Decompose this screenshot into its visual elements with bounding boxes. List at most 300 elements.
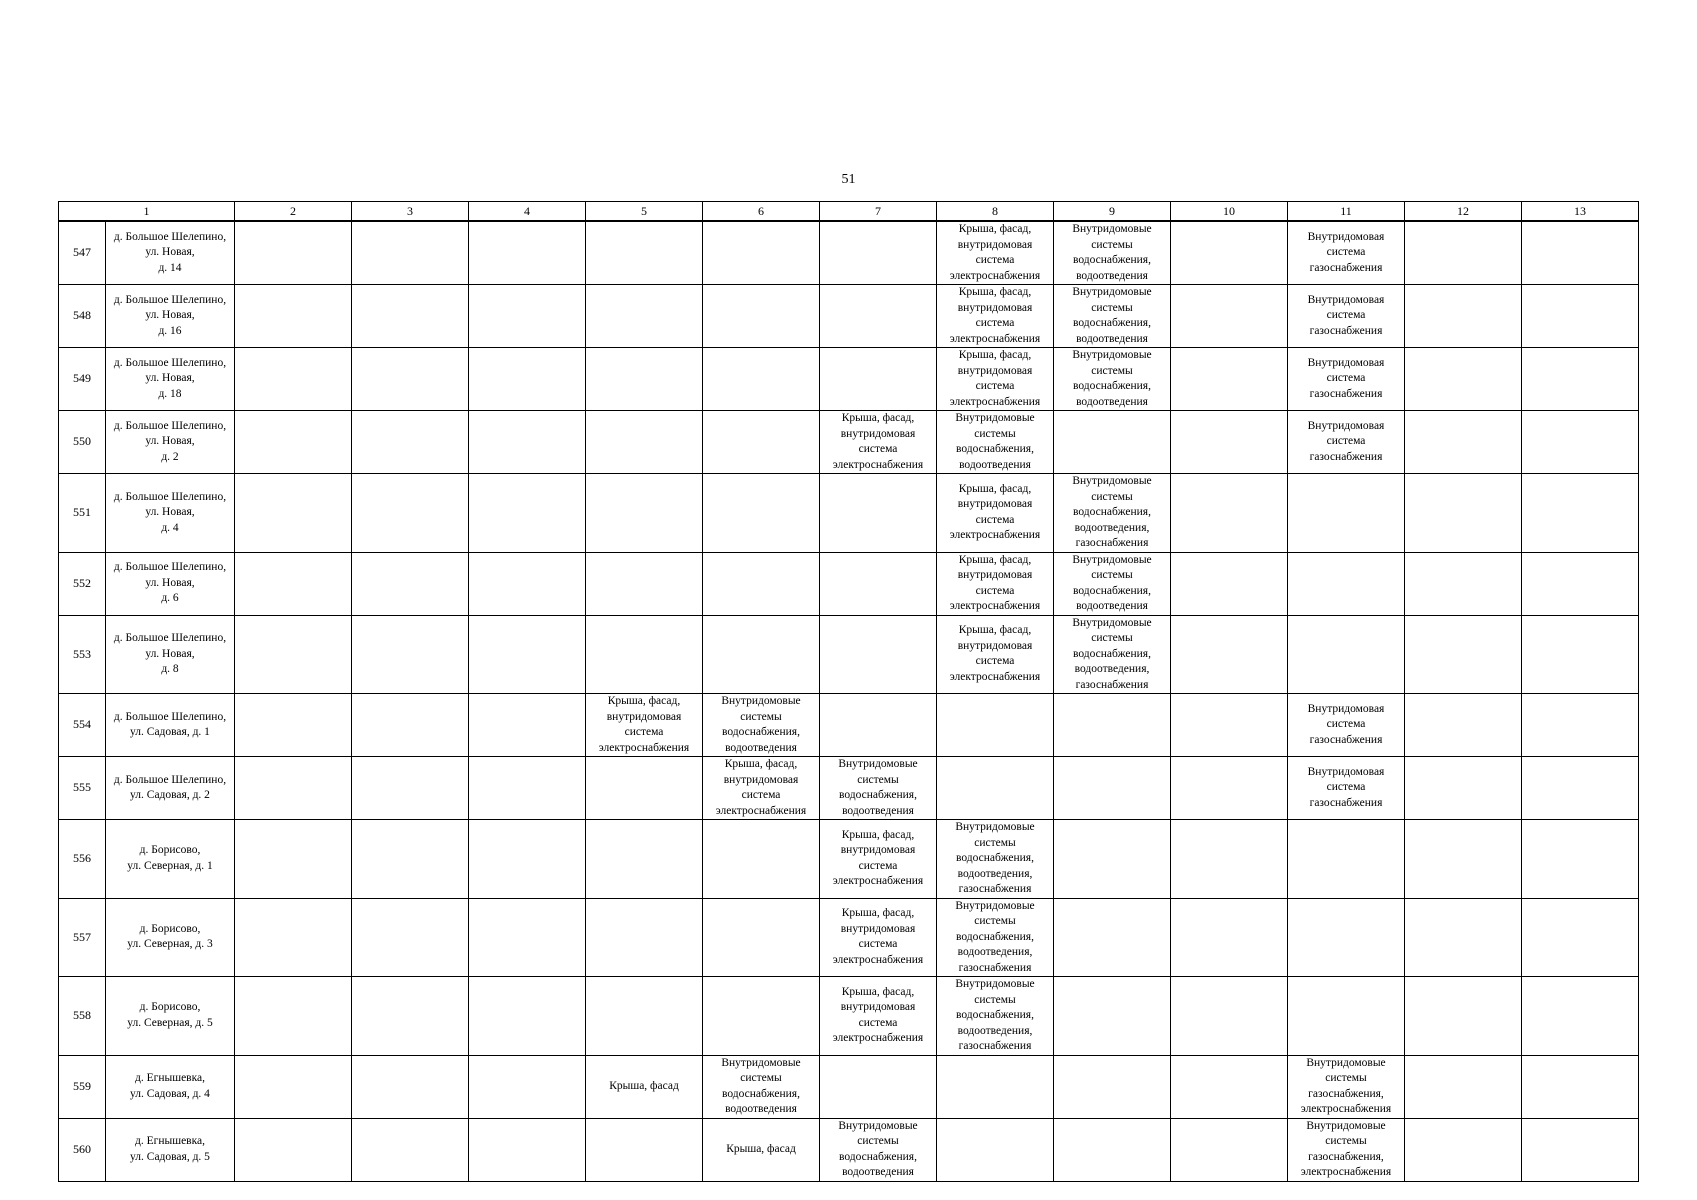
cell-col-7 (820, 615, 937, 694)
table-row (59, 1118, 1639, 1181)
address-cell (106, 757, 235, 820)
cell-col-3 (352, 552, 469, 615)
cell-col-4 (469, 285, 586, 348)
work-line: Крыша, фасад, (958, 349, 1032, 361)
cell-col-7 (820, 1118, 937, 1181)
cell-col-8 (937, 285, 1054, 348)
work-line: системы (1325, 1135, 1367, 1147)
cell-col-13 (1522, 757, 1639, 820)
cell-col-10 (1171, 694, 1288, 757)
work-line: газоснабжения (1309, 733, 1383, 746)
table-row (59, 694, 1639, 757)
cell-col-6 (703, 757, 820, 820)
work-line: система (975, 513, 1015, 526)
work-line: внутридомовая (957, 301, 1033, 314)
address-line: д. Большое Шелепино, (113, 773, 227, 786)
address-line: д. Большое Шелепино, (113, 293, 227, 306)
cell-col-4 (469, 474, 586, 553)
cell-col-13 (1522, 898, 1639, 977)
cell-col-4 (469, 411, 586, 474)
work-line: Крыша, фасад, (724, 758, 798, 770)
cell-col-2 (235, 474, 352, 553)
table-row (59, 474, 1639, 553)
table-row (59, 820, 1639, 899)
work-line: водоотведения (1076, 600, 1148, 612)
work-line: Крыша, фасад, (841, 985, 915, 998)
work-line: системы (974, 427, 1016, 440)
cell-col-13 (1522, 285, 1639, 348)
cell-col-9 (1054, 898, 1171, 977)
row-number: 549 (59, 348, 106, 411)
cell-col-6 (703, 898, 820, 977)
work-line: система (858, 859, 898, 872)
work-line: водоотведения (1076, 395, 1148, 408)
cell-col-11 (1288, 411, 1405, 474)
cell-col-5 (586, 615, 703, 694)
cell-col-2 (235, 898, 352, 977)
address-line: д. Большое Шелепино, (113, 419, 227, 432)
work-line: внутридомовая (957, 498, 1033, 511)
cell-col-3 (352, 615, 469, 694)
cell-col-5 (586, 820, 703, 899)
cell-col-10 (1171, 348, 1288, 411)
work-line: системы (974, 915, 1016, 927)
address-cell (106, 348, 235, 411)
work-line: системы (740, 710, 782, 723)
address-line: д. Большое Шелепино, (113, 710, 227, 723)
work-line: газоснабжения (1075, 678, 1149, 691)
address-cell (106, 552, 235, 615)
work-line: система (975, 317, 1015, 329)
work-line: водоотведения (842, 804, 914, 817)
row-number: 548 (59, 285, 106, 348)
cell-col-13 (1522, 1055, 1639, 1118)
work-line: газоснабжения (958, 883, 1032, 895)
work-line: Внутридомовые (1072, 475, 1152, 487)
work-line: Крыша, фасад (609, 1079, 679, 1092)
work-line: электроснабжения (949, 670, 1041, 683)
work-line: системы (1091, 364, 1133, 377)
column-header: 13 (1522, 202, 1639, 222)
address-line: д. Большое Шелепино, (113, 561, 227, 574)
works-table (58, 201, 1639, 1182)
cell-col-5 (586, 1055, 703, 1118)
work-line: Внутридомовые (1072, 349, 1152, 361)
cell-col-13 (1522, 820, 1639, 899)
column-header: 4 (469, 202, 586, 222)
work-line: система (1326, 718, 1366, 731)
cell-col-11 (1288, 898, 1405, 977)
address-line: д. Большое Шелепино, (113, 230, 227, 243)
cell-col-4 (469, 820, 586, 899)
cell-col-4 (469, 757, 586, 820)
cell-col-10 (1171, 820, 1288, 899)
work-line: водоотведения (1076, 332, 1148, 345)
work-line: водоснабжения, (839, 789, 917, 801)
work-line: система (1326, 372, 1366, 385)
cell-col-9 (1054, 1118, 1171, 1181)
cell-col-6 (703, 820, 820, 899)
work-line: Внутридомовая (1307, 356, 1385, 369)
work-line: газоснабжения (1309, 450, 1383, 463)
cell-col-11 (1288, 977, 1405, 1056)
cell-col-9 (1054, 221, 1171, 285)
work-line: газоснабжения (1309, 324, 1383, 337)
address-line: д. Егнышевка, (134, 1072, 205, 1084)
cell-col-9 (1054, 694, 1171, 757)
cell-col-2 (235, 1055, 352, 1118)
work-line: водоснабжения, (1073, 647, 1151, 660)
work-line: система (1326, 246, 1366, 259)
address-line: д. 14 (158, 261, 182, 274)
address-line: ул. Новая, (145, 506, 195, 518)
cell-col-6 (703, 1118, 820, 1181)
work-line: внутридомовая (957, 238, 1033, 251)
cell-col-13 (1522, 615, 1639, 694)
cell-col-13 (1522, 474, 1639, 553)
cell-col-2 (235, 977, 352, 1056)
cell-col-6 (703, 285, 820, 348)
cell-col-10 (1171, 1118, 1288, 1181)
cell-col-13 (1522, 411, 1639, 474)
cell-col-3 (352, 348, 469, 411)
work-line: системы (1091, 301, 1133, 314)
work-line: водоснабжения, (1073, 317, 1151, 329)
cell-col-7 (820, 552, 937, 615)
work-line: Внутридомовая (1307, 293, 1385, 306)
work-line: электроснабжения (598, 741, 690, 754)
work-line: Крыша, фасад, (607, 695, 681, 707)
work-line: электроснабжения (949, 395, 1041, 408)
column-header: 10 (1171, 202, 1288, 222)
work-line: Внутридомовые (721, 1056, 801, 1069)
cell-col-6 (703, 1055, 820, 1118)
work-line: внутридомовая (723, 773, 799, 786)
cell-col-7 (820, 694, 937, 757)
work-line: электроснабжения (949, 332, 1041, 345)
address-cell (106, 694, 235, 757)
work-line: газоснабжения (958, 1040, 1032, 1052)
cell-col-2 (235, 615, 352, 694)
work-line: системы (740, 1072, 782, 1084)
cell-col-12 (1405, 348, 1522, 411)
cell-col-12 (1405, 757, 1522, 820)
cell-col-12 (1405, 977, 1522, 1056)
cell-col-3 (352, 1118, 469, 1181)
work-line: системы (1091, 569, 1133, 581)
table-row (59, 977, 1639, 1056)
work-line: система (741, 789, 781, 801)
cell-col-4 (469, 615, 586, 694)
cell-col-9 (1054, 552, 1171, 615)
work-line: системы (857, 773, 899, 786)
work-line: Внутридомовые (1306, 1056, 1386, 1069)
cell-col-7 (820, 757, 937, 820)
work-line: водоснабжения, (839, 1150, 917, 1163)
row-number: 556 (59, 820, 106, 899)
cell-col-7 (820, 474, 937, 553)
cell-col-4 (469, 694, 586, 757)
cell-col-11 (1288, 348, 1405, 411)
row-number: 560 (59, 1118, 106, 1181)
cell-col-7 (820, 411, 937, 474)
cell-col-8 (937, 1118, 1054, 1181)
work-line: внутридомовая (606, 710, 682, 723)
work-line: системы (1325, 1072, 1367, 1084)
address-line: ул. Садовая, д. 5 (130, 1150, 210, 1163)
cell-col-11 (1288, 1118, 1405, 1181)
address-cell (106, 977, 235, 1056)
work-line: системы (974, 836, 1016, 849)
work-line: электроснабжения (949, 529, 1041, 542)
row-number: 555 (59, 757, 106, 820)
work-line: Внутридомовые (955, 899, 1035, 912)
work-line: Крыша, фасад, (841, 412, 915, 424)
cell-col-4 (469, 221, 586, 285)
work-line: водоснабжения, (1073, 254, 1151, 266)
address-cell (106, 898, 235, 977)
cell-col-10 (1171, 285, 1288, 348)
work-line: Внутридомовые (838, 1119, 918, 1132)
cell-col-8 (937, 757, 1054, 820)
cell-col-11 (1288, 615, 1405, 694)
work-line: водоснабжения, (1073, 380, 1151, 392)
address-line: ул. Северная, д. 5 (127, 1016, 213, 1029)
cell-col-3 (352, 694, 469, 757)
address-line: д. Большое Шелепино, (113, 356, 227, 369)
cell-col-10 (1171, 474, 1288, 553)
work-line: системы (857, 1135, 899, 1147)
cell-col-10 (1171, 552, 1288, 615)
work-line: Внутридомовые (955, 821, 1035, 833)
column-header: 12 (1405, 202, 1522, 222)
header-row (59, 202, 1639, 222)
address-line: д. Большое Шелепино, (113, 490, 227, 503)
work-line: Внутридомовая (1307, 765, 1385, 778)
work-line: водоснабжения, (1073, 584, 1151, 597)
cell-col-9 (1054, 411, 1171, 474)
cell-col-9 (1054, 348, 1171, 411)
cell-col-6 (703, 977, 820, 1056)
work-line: газоснабжения (1309, 796, 1383, 809)
cell-col-13 (1522, 1118, 1639, 1181)
address-cell (106, 1118, 235, 1181)
work-line: электроснабжения (949, 600, 1041, 612)
cell-col-5 (586, 694, 703, 757)
cell-col-10 (1171, 411, 1288, 474)
cell-col-5 (586, 1118, 703, 1181)
cell-col-13 (1522, 977, 1639, 1056)
cell-col-5 (586, 552, 703, 615)
table-row (59, 221, 1639, 285)
work-line: система (858, 938, 898, 951)
cell-col-3 (352, 285, 469, 348)
cell-col-6 (703, 221, 820, 285)
cell-col-8 (937, 552, 1054, 615)
address-line: ул. Новая, (145, 309, 195, 322)
cell-col-5 (586, 348, 703, 411)
cell-col-10 (1171, 615, 1288, 694)
cell-col-12 (1405, 474, 1522, 553)
work-line: Внутридомовые (1306, 1119, 1386, 1132)
cell-col-11 (1288, 474, 1405, 553)
cell-col-2 (235, 820, 352, 899)
work-line: водоотведения (725, 741, 797, 754)
cell-col-5 (586, 977, 703, 1056)
address-line: д. 18 (158, 387, 182, 400)
cell-col-2 (235, 757, 352, 820)
work-line: электроснабжения (1300, 1103, 1392, 1115)
row-number: 557 (59, 898, 106, 977)
cell-col-4 (469, 977, 586, 1056)
work-line: системы (1091, 632, 1133, 644)
cell-col-10 (1171, 757, 1288, 820)
cell-col-8 (937, 1055, 1054, 1118)
work-line: Крыша, фасад, (958, 286, 1032, 298)
cell-col-6 (703, 615, 820, 694)
work-line: системы (1091, 490, 1133, 503)
work-line: водоотведения, (1074, 663, 1150, 675)
work-line: водоснабжения, (956, 443, 1034, 455)
table-row (59, 411, 1639, 474)
work-line: система (1326, 781, 1366, 794)
address-line: ул. Новая, (145, 246, 195, 259)
work-line: газоснабжения, (1308, 1087, 1384, 1100)
address-line: ул. Новая, (145, 647, 195, 660)
table-row (59, 552, 1639, 615)
cell-col-8 (937, 898, 1054, 977)
cell-col-3 (352, 1055, 469, 1118)
cell-col-13 (1522, 221, 1639, 285)
cell-col-13 (1522, 694, 1639, 757)
cell-col-3 (352, 411, 469, 474)
cell-col-9 (1054, 285, 1171, 348)
address-cell (106, 285, 235, 348)
cell-col-10 (1171, 221, 1288, 285)
cell-col-4 (469, 348, 586, 411)
address-line: д. 2 (161, 450, 179, 463)
cell-col-9 (1054, 977, 1171, 1056)
cell-col-11 (1288, 757, 1405, 820)
address-line: д. 8 (161, 663, 179, 675)
cell-col-13 (1522, 348, 1639, 411)
row-number: 558 (59, 977, 106, 1056)
address-line: ул. Северная, д. 1 (127, 859, 213, 872)
address-line: ул. Северная, д. 3 (127, 938, 213, 951)
page-number: 51 (841, 172, 856, 187)
cell-col-3 (352, 757, 469, 820)
column-header: 3 (352, 202, 469, 222)
cell-col-12 (1405, 285, 1522, 348)
column-header: 11 (1288, 202, 1405, 222)
address-cell (106, 411, 235, 474)
work-line: внутридомовая (840, 922, 916, 935)
cell-col-6 (703, 348, 820, 411)
work-line: электроснабжения (1300, 1166, 1392, 1178)
cell-col-7 (820, 285, 937, 348)
cell-col-5 (586, 411, 703, 474)
work-line: система (624, 726, 664, 738)
cell-col-9 (1054, 615, 1171, 694)
cell-col-6 (703, 694, 820, 757)
work-line: Внутридомовая (1307, 702, 1385, 715)
column-header: 5 (586, 202, 703, 222)
address-line: ул. Новая, (145, 576, 195, 589)
work-line: Крыша, фасад, (958, 482, 1032, 495)
cell-col-4 (469, 898, 586, 977)
cell-col-12 (1405, 1118, 1522, 1181)
cell-col-2 (235, 1118, 352, 1181)
cell-col-8 (937, 411, 1054, 474)
work-line: система (975, 380, 1015, 392)
cell-col-8 (937, 977, 1054, 1056)
work-line: Крыша, фасад, (958, 553, 1032, 566)
cell-col-12 (1405, 694, 1522, 757)
cell-col-2 (235, 694, 352, 757)
address-line: д. Большое Шелепино, (113, 632, 227, 644)
work-line: Крыша, фасад, (841, 907, 915, 920)
work-line: внутридомовая (957, 364, 1033, 377)
work-line: газоснабжения, (1308, 1150, 1384, 1163)
work-line: водоотведения (842, 1166, 914, 1178)
column-header: 9 (1054, 202, 1171, 222)
cell-col-9 (1054, 474, 1171, 553)
cell-col-5 (586, 474, 703, 553)
work-line: водоснабжения, (722, 1087, 800, 1100)
work-line: система (858, 443, 898, 455)
cell-col-12 (1405, 411, 1522, 474)
address-line: д. Егнышевка, (134, 1135, 205, 1147)
address-cell (106, 820, 235, 899)
column-header: 2 (235, 202, 352, 222)
work-line: Внутридомовые (955, 978, 1035, 990)
cell-col-8 (937, 694, 1054, 757)
cell-col-2 (235, 552, 352, 615)
cell-col-7 (820, 348, 937, 411)
address-line: д. 6 (161, 592, 179, 605)
table-row (59, 615, 1639, 694)
cell-col-4 (469, 552, 586, 615)
work-line: внутридомовая (957, 639, 1033, 652)
cell-col-2 (235, 411, 352, 474)
cell-col-12 (1405, 552, 1522, 615)
work-line: электроснабжения (949, 269, 1041, 282)
row-number: 551 (59, 474, 106, 553)
work-line: внутридомовая (840, 844, 916, 857)
address-cell (106, 1055, 235, 1118)
address-cell (106, 221, 235, 285)
cell-col-6 (703, 552, 820, 615)
work-line: водоотведения, (957, 946, 1033, 958)
cell-col-11 (1288, 221, 1405, 285)
work-line: система (1326, 309, 1366, 322)
work-line: газоснабжения (1075, 537, 1149, 549)
cell-col-4 (469, 1118, 586, 1181)
cell-col-8 (937, 474, 1054, 553)
row-number: 552 (59, 552, 106, 615)
work-line: водоснабжения, (956, 930, 1034, 943)
work-line: водоотведения (959, 458, 1031, 471)
cell-col-11 (1288, 552, 1405, 615)
cell-col-12 (1405, 221, 1522, 285)
work-line: водоотведения, (957, 1024, 1033, 1037)
cell-col-7 (820, 820, 937, 899)
cell-col-11 (1288, 694, 1405, 757)
work-line: система (975, 254, 1015, 266)
work-line: Внутридомовые (838, 758, 918, 770)
work-line: Внутридомовые (955, 412, 1035, 424)
address-cell (106, 615, 235, 694)
